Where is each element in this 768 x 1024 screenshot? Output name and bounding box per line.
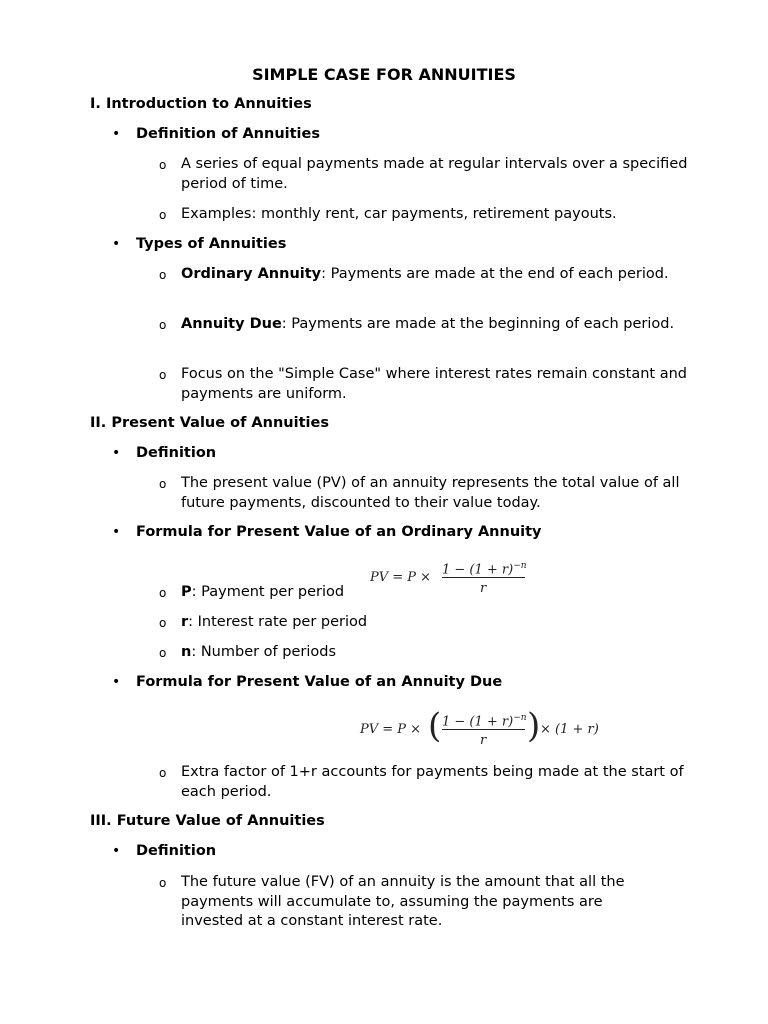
formula-denominator: r [480,733,487,748]
fraction-bar [442,729,525,730]
formula-denominator: r [480,581,487,596]
term-annuity-due: Annuity Due [181,316,282,332]
bullet-marker: • [112,674,121,690]
formula-numerator: $1 - (1 + r)^{-n}$ [442,713,527,730]
right-paren: ) [527,706,541,746]
section-heading-present-value: II. Present Value of Annuities [90,415,329,431]
section-heading-introduction: I. Introduction to Annuities [90,96,312,112]
sub-bullet-marker: o [159,208,167,222]
left-paren: ( [428,706,442,746]
list-item: The future value (FV) of an annuity is the amount that all the payments will accumulate to, assuming the payments are invested at a constant interest rate. [181,874,625,929]
subheading-definition: Definition [136,843,217,859]
bullet-marker: • [112,126,121,142]
formula-exponent: −n [513,561,527,571]
bullet-marker: • [112,843,121,859]
sub-bullet-marker: o [159,318,167,332]
list-item: A series of equal payments made at regular intervals over a specified period of time. [181,156,688,192]
sub-bullet-marker: o [159,616,167,630]
list-item: Focus on the "Simple Case" where interest rates remain constant and payments are uniform. [181,366,687,402]
formula-lhs: PV = P × [360,722,422,737]
formula-numerator: $1 - (1 + r)^{-n}$ [442,561,527,578]
formula-rhs: × (1 + r) [540,722,599,737]
bullet-marker: • [112,236,121,252]
section-heading-future-value: III. Future Value of Annuities [90,813,325,829]
sub-bullet-marker: o [159,477,167,491]
document-title: SIMPLE CASE FOR ANNUITIES [252,65,516,84]
fraction-bar [442,577,525,578]
subheading-formula-annuity-due: Formula for Present Value of an Annuity Due [136,674,503,690]
bullet-marker: • [112,445,121,461]
term-ordinary-annuity: Ordinary Annuity [181,266,322,282]
list-item-ordinary-annuity [181,265,691,285]
sub-bullet-marker: o [159,368,167,382]
subheading-definition: Definition [136,445,217,461]
sub-bullet-marker: o [159,586,167,600]
formula-lhs: PV = P × [370,570,432,585]
subheading-types-of-annuities: Types of Annuities [136,236,287,252]
list-item-variable-p: P: Payment per period [181,584,345,600]
sub-bullet-marker: o [159,766,167,780]
list-item-variable-r: r: Interest rate per period [181,614,368,630]
formula-exponent: −n [513,713,527,723]
term-description: : Payments are made at the beginning of each period. [281,316,675,332]
sub-bullet-marker: o [159,158,167,172]
list-item: The present value (PV) of an annuity represents the total value of all future payments, discounted to their value today. [181,475,680,511]
term-description: : Payments are made at the end of each period. [321,266,669,282]
sub-bullet-marker: o [159,268,167,282]
sub-bullet-marker: o [159,646,167,660]
subheading-formula-ordinary-annuity: Formula for Present Value of an Ordinary Annuity [136,524,542,540]
list-item-annuity-due [181,315,691,335]
bullet-marker: • [112,524,121,540]
list-item-variable-n: n: Number of periods [181,644,337,660]
list-item: Examples: monthly rent, car payments, retirement payouts. [181,206,617,222]
sub-bullet-marker: o [159,876,167,890]
subheading-definition-of-annuities: Definition of Annuities [136,126,320,142]
list-item: Extra factor of 1+r accounts for payments being made at the start of each period. [181,764,684,800]
